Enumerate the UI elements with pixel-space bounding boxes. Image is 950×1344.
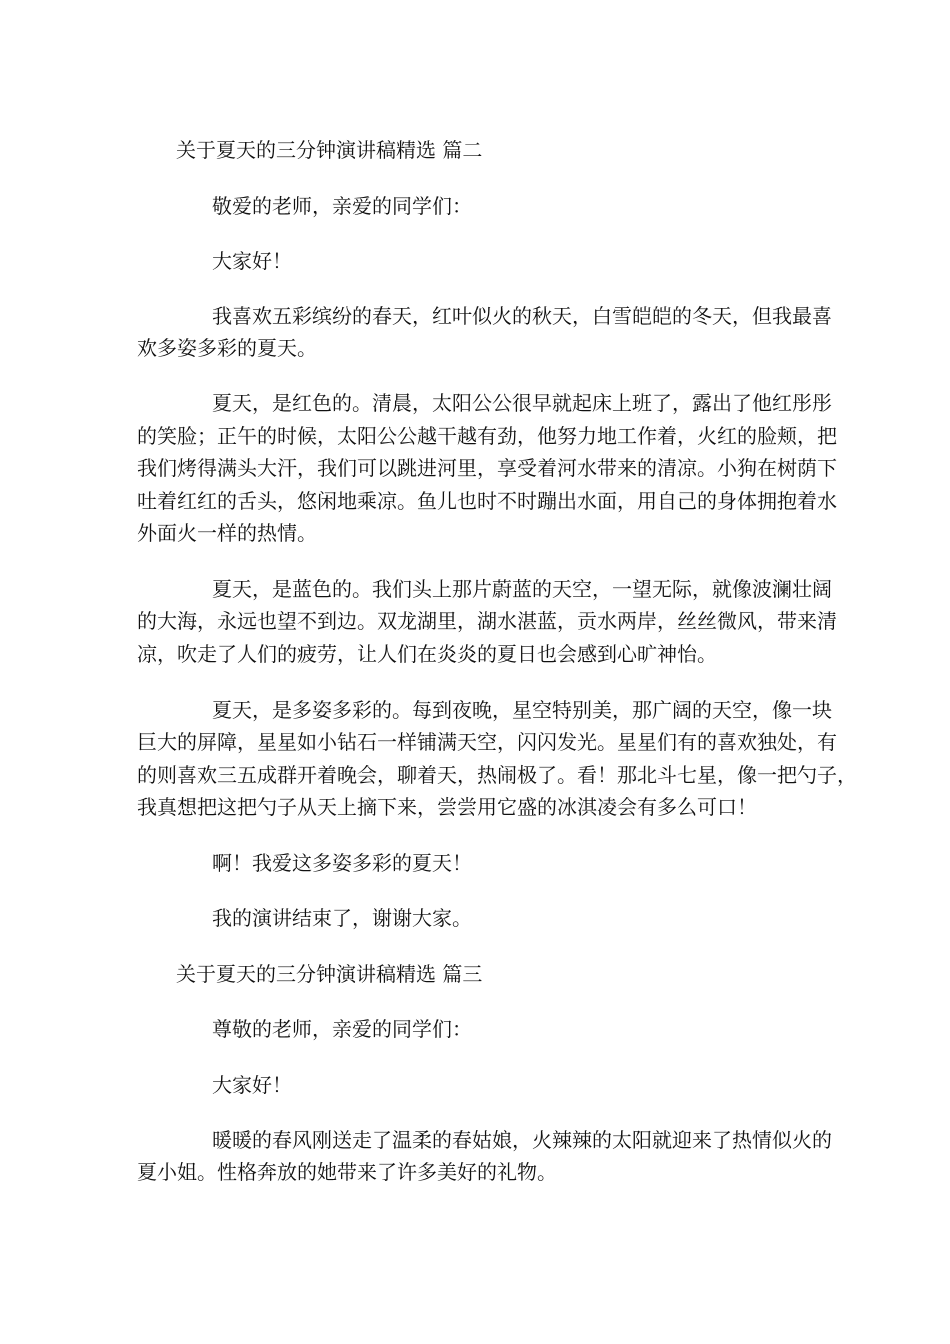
paragraph-line: 巨大的屏障，星星如小钻石一样铺满天空，闪闪发光。星星们有的喜欢独处，有 — [137, 730, 837, 754]
section-title: 关于夏天的三分钟演讲稿精选 篇三 — [176, 962, 483, 986]
paragraph-line: 夏小姐。性格奔放的她带来了许多美好的礼物。 — [137, 1160, 557, 1184]
section-title: 关于夏天的三分钟演讲稿精选 篇二 — [176, 138, 483, 162]
paragraph-line: 吐着红红的舌头，悠闲地乘凉。鱼儿也时不时蹦出水面，用自己的身体拥抱着水 — [137, 489, 837, 513]
paragraph-line: 欢多姿多彩的夏天。 — [137, 336, 317, 360]
paragraph-line: 我真想把这把勺子从天上摘下来，尝尝用它盛的冰淇凌会有多么可口！ — [137, 795, 757, 819]
paragraph-line: 暖暖的春风刚送走了温柔的春姑娘，火辣辣的太阳就迎来了热情似火的 — [212, 1128, 832, 1152]
hello: 大家好！ — [212, 249, 292, 273]
greeting: 敬爱的老师，亲爱的同学们： — [212, 194, 472, 218]
paragraph-line: 夏天，是红色的。清晨，太阳公公很早就起床上班了，露出了他红彤彤 — [212, 391, 832, 415]
paragraph-line: 我们烤得满头大汗，我们可以跳进河里，享受着河水带来的清凉。小狗在树荫下 — [137, 456, 837, 480]
paragraph-line: 凉，吹走了人们的疲劳，让人们在炎炎的夏日也会感到心旷神怡。 — [137, 642, 717, 666]
paragraph-line: 我喜欢五彩缤纷的春天，红叶似火的秋天，白雪皑皑的冬天，但我最喜 — [212, 304, 832, 328]
greeting: 尊敬的老师，亲爱的同学们： — [212, 1017, 472, 1041]
hello: 大家好！ — [212, 1073, 292, 1097]
paragraph-line: 的则喜欢三五成群开着晚会，聊着天，热闹极了。看！那北斗七星，像一把勺子， — [137, 763, 857, 787]
paragraph-line: 夏天，是多姿多彩的。每到夜晚，星空特别美，那广阔的天空，像一块 — [212, 698, 832, 722]
paragraph-line: 我的演讲结束了，谢谢大家。 — [212, 906, 472, 930]
paragraph-line: 夏天，是蓝色的。我们头上那片蔚蓝的天空，一望无际，就像波澜壮阔 — [212, 577, 832, 601]
paragraph-line: 的笑脸；正午的时候，太阳公公越干越有劲，他努力地工作着，火红的脸颊，把 — [137, 424, 837, 448]
paragraph-line: 啊！我爱这多姿多彩的夏天！ — [212, 851, 472, 875]
paragraph-line: 的大海，永远也望不到边。双龙湖里，湖水湛蓝，贡水两岸，丝丝微风，带来清 — [137, 609, 837, 633]
paragraph-line: 外面火一样的热情。 — [137, 521, 317, 545]
